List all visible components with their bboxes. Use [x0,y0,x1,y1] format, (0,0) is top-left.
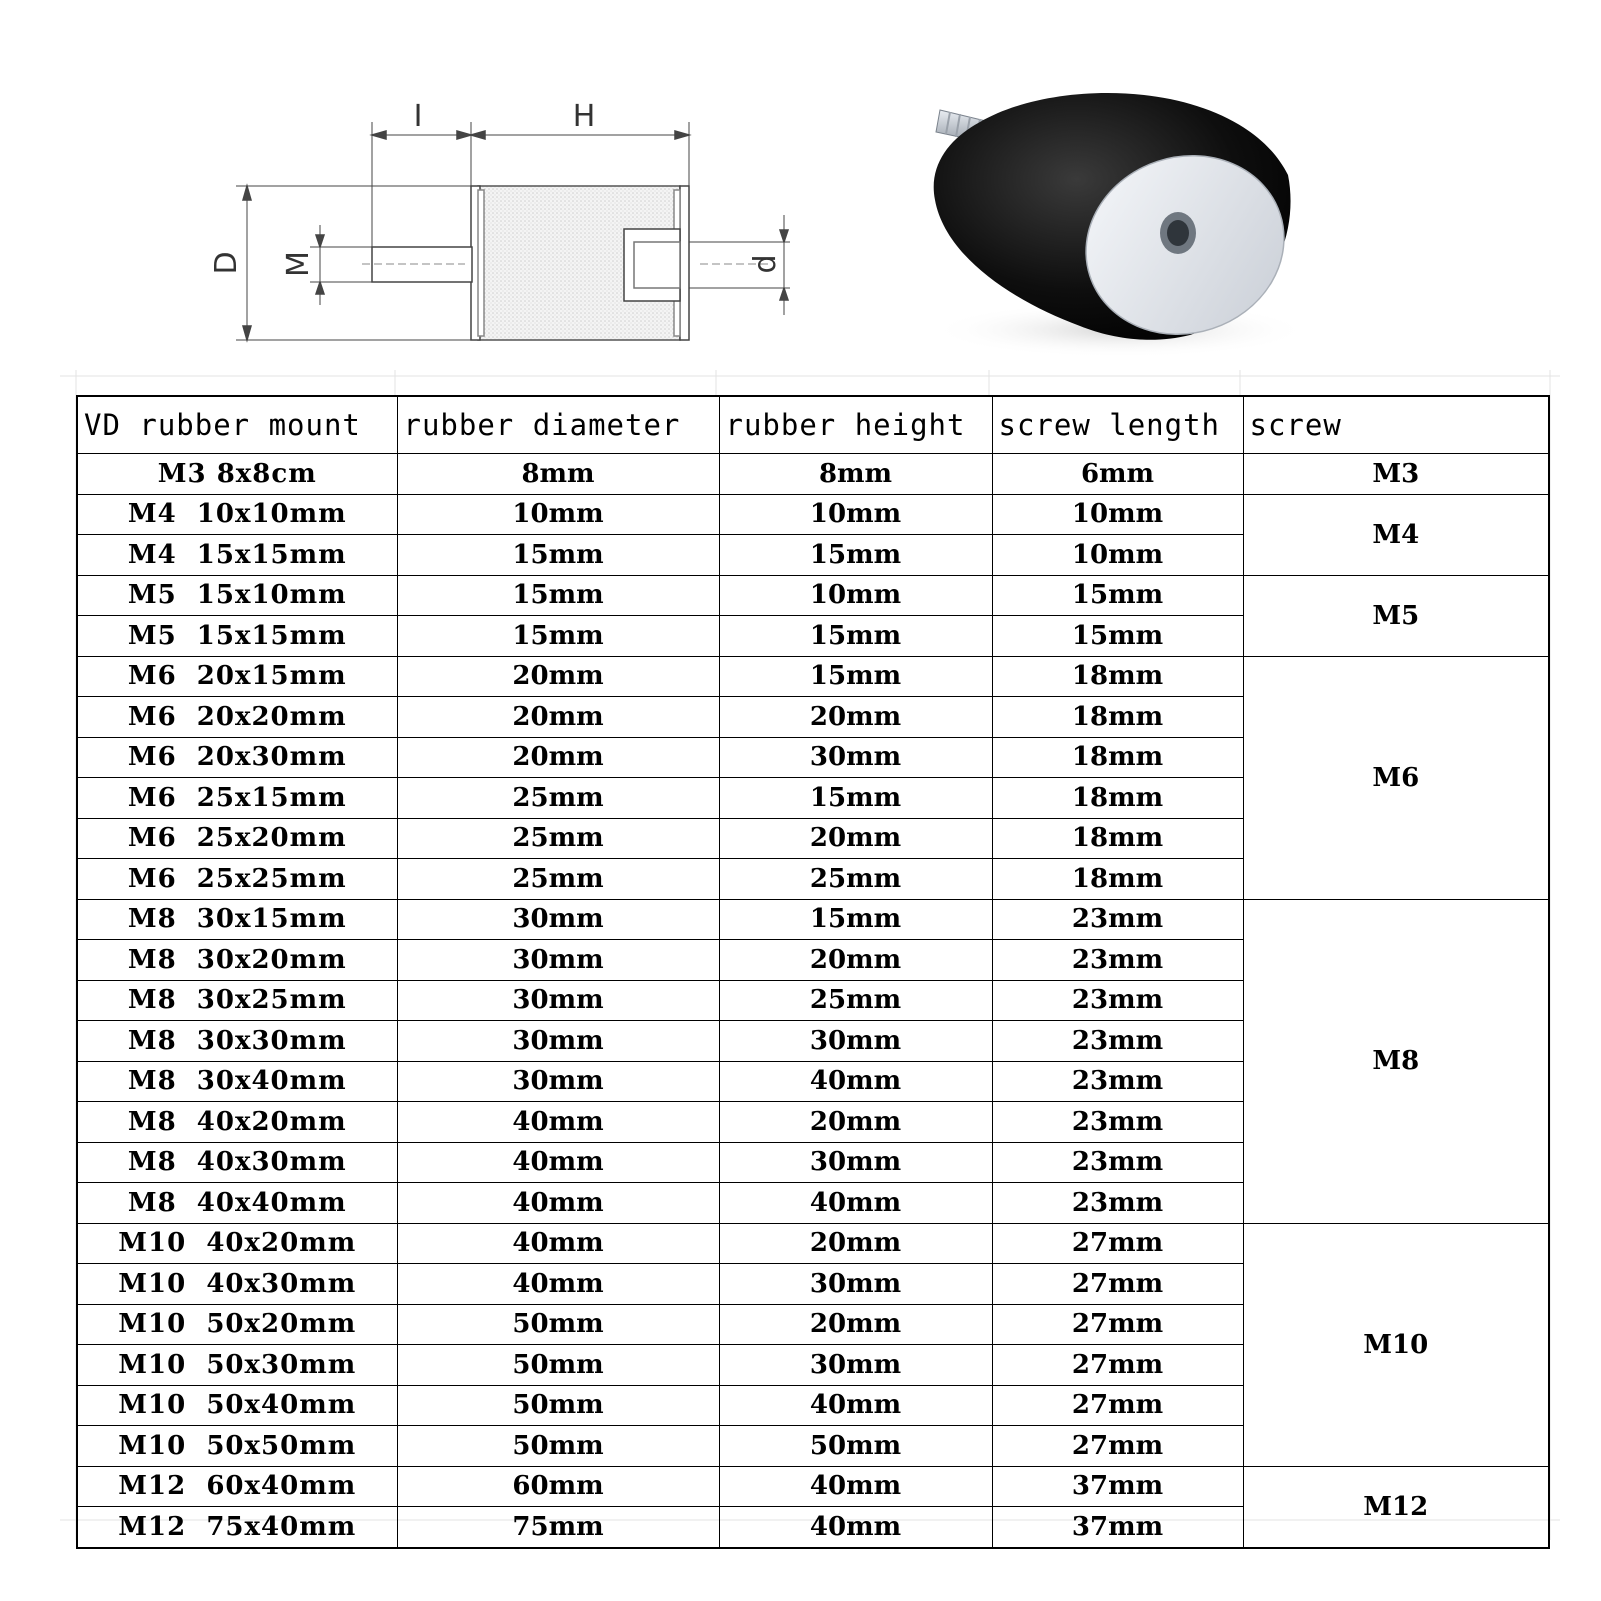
table-row [77,454,1549,495]
cell-rubber-diameter: 50mm [397,1345,719,1386]
cell-rubber-diameter: 25mm [397,859,719,900]
cell-screw-length: 23mm [992,1061,1243,1102]
cell-model: M8 30x25mm [77,980,397,1021]
cell-screw-length: 23mm [992,1183,1243,1224]
cell-model: M6 20x30mm [77,737,397,778]
dim-label-d: d [748,254,783,274]
cell-screw-length: 15mm [992,575,1243,616]
cell-rubber-height: 20mm [719,697,992,738]
cell-rubber-height: 30mm [719,1021,992,1062]
header-rubber-height: rubber height [719,396,992,454]
cell-model: M6 25x20mm [77,818,397,859]
cell-rubber-diameter: 20mm [397,697,719,738]
cell-model: M12 60x40mm [77,1466,397,1507]
table-row [77,494,1549,535]
cell-rubber-height: 40mm [719,1385,992,1426]
cell-rubber-diameter: 15mm [397,616,719,657]
cell-screw-length: 23mm [992,940,1243,981]
cell-screw-length: 23mm [992,1102,1243,1143]
cell-rubber-height: 30mm [719,737,992,778]
cell-rubber-diameter: 75mm [397,1507,719,1548]
cell-screw-length: 6mm [992,454,1243,495]
cell-rubber-height: 30mm [719,1142,992,1183]
cell-rubber-diameter: 30mm [397,1061,719,1102]
dim-label-H: H [572,99,596,134]
dim-label-D: D [209,251,244,275]
cell-rubber-diameter: 15mm [397,535,719,576]
cell-screw-length: 23mm [992,980,1243,1021]
cell-screw-length: 23mm [992,1021,1243,1062]
cell-rubber-diameter: 40mm [397,1223,719,1264]
cell-screw-length: 27mm [992,1345,1243,1386]
cell-rubber-height: 15mm [719,899,992,940]
cell-rubber-diameter: 25mm [397,818,719,859]
cell-rubber-diameter: 40mm [397,1102,719,1143]
cell-rubber-height: 40mm [719,1183,992,1224]
cell-rubber-diameter: 50mm [397,1385,719,1426]
cell-rubber-diameter: 10mm [397,494,719,535]
header-row [77,396,1549,454]
cell-rubber-diameter: 20mm [397,656,719,697]
table-body [77,454,1549,1548]
cell-rubber-height: 8mm [719,454,992,495]
cell-model: M8 40x20mm [77,1102,397,1143]
cell-rubber-height: 30mm [719,1345,992,1386]
cell-model: M3 8x8cm [77,454,397,495]
cell-model: M10 40x30mm [77,1264,397,1305]
cell-screw-length: 23mm [992,899,1243,940]
cell-rubber-diameter: 20mm [397,737,719,778]
cell-model: M8 30x40mm [77,1061,397,1102]
cell-model: M10 50x40mm [77,1385,397,1426]
cell-rubber-diameter: 60mm [397,1466,719,1507]
cell-screw-length: 27mm [992,1304,1243,1345]
cell-screw-length: 18mm [992,737,1243,778]
cell-rubber-height: 10mm [719,575,992,616]
cell-rubber-height: 20mm [719,1304,992,1345]
cell-rubber-height: 40mm [719,1466,992,1507]
cell-rubber-height: 10mm [719,494,992,535]
cell-model: M5 15x10mm [77,575,397,616]
cell-rubber-diameter: 30mm [397,940,719,981]
cell-rubber-diameter: 15mm [397,575,719,616]
cell-model: M4 15x15mm [77,535,397,576]
cell-rubber-height: 15mm [719,778,992,819]
cell-model: M8 40x40mm [77,1183,397,1224]
cell-model: M4 10x10mm [77,494,397,535]
cell-rubber-diameter: 50mm [397,1304,719,1345]
cell-rubber-diameter: 40mm [397,1183,719,1224]
cell-rubber-diameter: 25mm [397,778,719,819]
dim-label-M: M [281,251,316,277]
cell-screw: M4 [1243,494,1549,575]
cell-rubber-diameter: 30mm [397,980,719,1021]
right-plate [680,186,689,340]
cell-rubber-height: 15mm [719,656,992,697]
cell-model: M8 40x30mm [77,1142,397,1183]
technical-drawing [236,122,790,340]
header-rubber-diameter: rubber diameter [397,396,719,454]
table-row [77,899,1549,940]
cell-rubber-height: 20mm [719,1102,992,1143]
cell-model: M5 15x15mm [77,616,397,657]
cell-screw-length: 23mm [992,1142,1243,1183]
cell-screw-length: 27mm [992,1426,1243,1467]
product-photo [930,93,1310,360]
cell-screw-length: 18mm [992,859,1243,900]
cell-rubber-height: 20mm [719,940,992,981]
cell-screw-length: 10mm [992,494,1243,535]
dim-label-I: I [413,99,423,134]
cell-screw: M6 [1243,656,1549,899]
cell-model: M10 40x20mm [77,1223,397,1264]
cell-model: M10 50x50mm [77,1426,397,1467]
cell-screw: M10 [1243,1223,1549,1466]
cell-rubber-diameter: 50mm [397,1426,719,1467]
table-row [77,575,1549,616]
cell-model: M8 30x30mm [77,1021,397,1062]
cell-screw-length: 18mm [992,778,1243,819]
cell-screw: M3 [1243,454,1549,495]
cell-rubber-height: 20mm [719,818,992,859]
cell-rubber-height: 15mm [719,535,992,576]
cell-screw-length: 18mm [992,818,1243,859]
cell-model: M12 75x40mm [77,1507,397,1548]
cell-model: M8 30x20mm [77,940,397,981]
header-screw: screw [1243,396,1549,454]
cell-model: M6 20x15mm [77,656,397,697]
cell-screw-length: 27mm [992,1385,1243,1426]
cell-model: M10 50x30mm [77,1345,397,1386]
table-row [77,656,1549,697]
cell-screw-length: 37mm [992,1466,1243,1507]
cell-rubber-height: 25mm [719,980,992,1021]
header-model: VD rubber mount [77,396,397,454]
table-row [77,1223,1549,1264]
cell-rubber-diameter: 8mm [397,454,719,495]
cell-screw-length: 15mm [992,616,1243,657]
cell-rubber-height: 30mm [719,1264,992,1305]
cell-rubber-height: 25mm [719,859,992,900]
cell-rubber-diameter: 30mm [397,1021,719,1062]
cell-model: M6 20x20mm [77,697,397,738]
product-figure [0,0,1601,390]
cell-screw-length: 18mm [992,656,1243,697]
cell-screw-length: 37mm [992,1507,1243,1548]
cell-screw-length: 18mm [992,697,1243,738]
cell-model: M6 25x15mm [77,778,397,819]
cell-rubber-diameter: 30mm [397,899,719,940]
cell-rubber-height: 40mm [719,1061,992,1102]
cell-screw: M12 [1243,1466,1549,1548]
cell-screw: M5 [1243,575,1549,656]
cell-rubber-diameter: 40mm [397,1142,719,1183]
cell-screw-length: 27mm [992,1223,1243,1264]
cell-rubber-height: 20mm [719,1223,992,1264]
cell-model: M8 30x15mm [77,899,397,940]
cell-rubber-diameter: 40mm [397,1264,719,1305]
cell-screw-length: 10mm [992,535,1243,576]
cell-rubber-height: 50mm [719,1426,992,1467]
header-screw-length: screw length [992,396,1243,454]
cell-screw-length: 27mm [992,1264,1243,1305]
cell-screw: M8 [1243,899,1549,1223]
cell-rubber-height: 40mm [719,1507,992,1548]
cell-model: M6 25x25mm [77,859,397,900]
cell-rubber-height: 15mm [719,616,992,657]
cell-model: M10 50x20mm [77,1304,397,1345]
spec-table [76,395,1550,1549]
table-row [77,1466,1549,1507]
